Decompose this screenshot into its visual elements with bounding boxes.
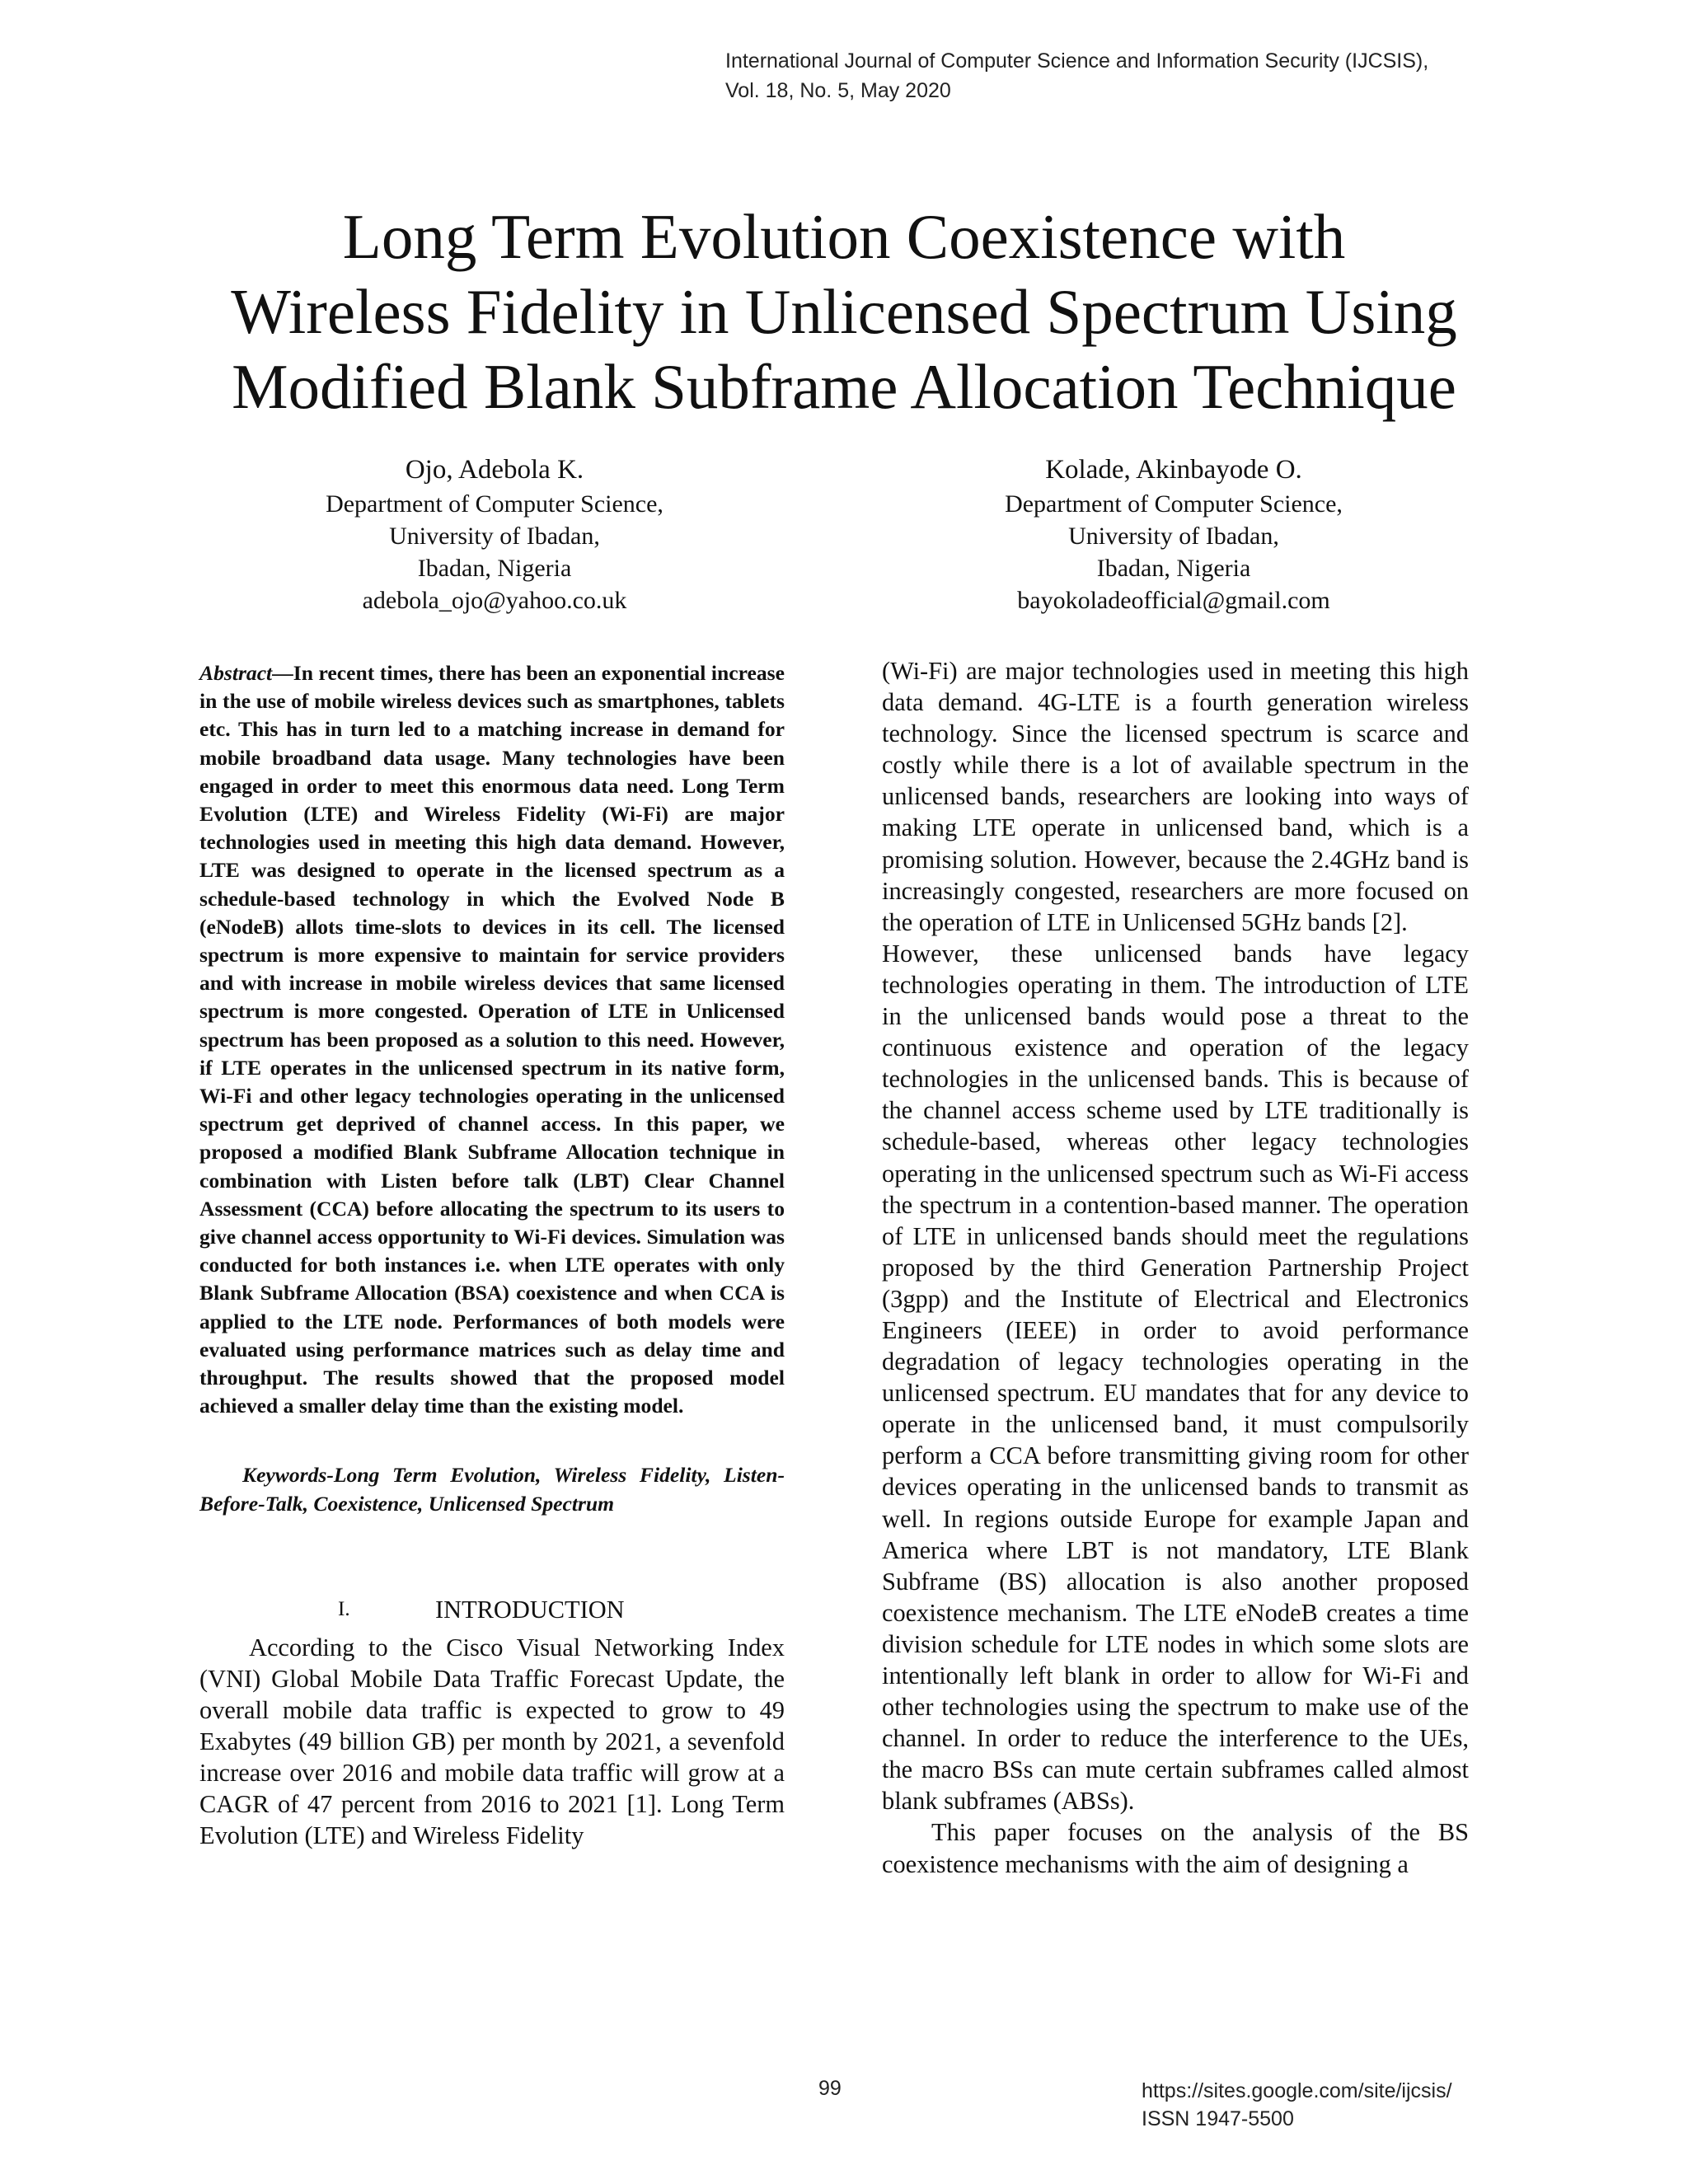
left-column — [199, 659, 785, 1852]
section-title: INTRODUCTION — [435, 1595, 625, 1624]
section-heading-introduction — [199, 1594, 785, 1632]
intro-paragraph-1-continued: (Wi-Fi) are major technologies used in meeting this high data demand. 4G-LTE is a fourth generation wireless technology. Since the licensed spectrum is scarce and costly while there is a lot of available spectrum in the unlicensed bands, researchers are looking into ways of making LTE operate in unlicensed band, which is a promising solution. However, because the 2.4GHz band is increasingly congested, researchers are more focused on the operation of LTE in Unlicensed 5GHz bands [2]. — [882, 657, 1469, 936]
journal-issn: ISSN 1947-5500 — [1142, 2107, 1294, 2130]
journal-header — [725, 46, 1428, 105]
author-university: University of Ibadan, — [1068, 523, 1279, 550]
intro-paragraph-3: This paper focuses on the analysis of the BS coexistence mechanisms with the aim of designing a — [882, 1818, 1469, 1878]
author-email: adebola_ojo@yahoo.co.uk — [362, 587, 627, 614]
author-block-2 — [910, 452, 1437, 616]
abstract-text: In recent times, there has been an exponential increase in the use of mobile wireless devices such as smartphones, tablets etc. This has in turn led to a matching increase in demand for mobile broadband data usage. Many technologies have been engaged in order to meet this enormous data need. Long Term Evolution (LTE) and Wireless Fidelity (Wi-Fi) are major technologies used in meeting this high data demand. However, LTE was designed to operate in the licensed spectrum as a schedule-based technology in which the Evolved Node B (eNodeB) allots time-slots to devices in its cell. The licensed spectrum is more expensive to maintain for service providers and with increase in mobile wireless devices that same licensed spectrum is more congested. Operation of LTE in Unlicensed spectrum has been proposed as a solution to this need. However, if LTE operates in the unlicensed spectrum in its native form, Wi-Fi and other legacy technologies operating in the unlicensed spectrum get deprived of channel access. In this paper, we proposed a modified Blank Subframe Allocation technique in combination with Listen before talk (LBT) Clear Channel Assessment (CCA) before allocating the spectrum to its users to give channel access opportunity to Wi-Fi devices. Simulation was conducted for both instances i.e. when LTE operates with only Blank Subframe Allocation (BSA) coexistence and when CCA is applied to the LTE node. Performances of both models were evaluated using performance matrices such as delay time and throughput. The results showed that the proposed model achieved a smaller delay time than the existing model. — [199, 661, 785, 1418]
intro-paragraph-2: However, these unlicensed bands have legacy technologies operating in them. The introduction of LTE in the unlicensed bands would pose a threat to the continuous existence and operation of the legacy technologies in the unlicensed bands. This is because of the channel access scheme used by LTE traditionally is schedule-based, whereas other legacy technologies operating in the unlicensed spectrum such as Wi-Fi access the spectrum in a contention-based manner. The operation of LTE in unlicensed bands should meet the regulations proposed by the third Generation Partnership Project (3gpp) and the Institute of Electrical and Electronics Engineers (IEEE) in order to avoid performance degradation of legacy technologies operating in the unlicensed spectrum. EU mandates that for any device to operate in the unlicensed band, it must compulsorily perform a CCA before transmitting giving room for other devices operating in the unlicensed bands to transmit as well. In regions outside Europe for example Japan and America where LBT is not mandatory, LTE Blank Subframe (BS) allocation is also another proposed coexistence mechanism. The LTE eNodeB creates a time division schedule for LTE nodes in which some slots are intentionally left blank in order to allow for Wi-Fi and other technologies using the spectrum to make use of the channel. In order to reduce the interference to the UEs, the macro BSs can mute certain subframes called almost blank subframes (ABSs). — [882, 939, 1469, 1816]
intro-paragraph-1: According to the Cisco Visual Networking Index (VNI) Global Mobile Data Traffic Forecast Update, the overall mobile data traffic is expected to grow to 49 Exabytes (49 billion GB) per month by 2021, a sevenfold increase over 2016 and mobile data traffic will grow at a CAGR of 47 percent from 2016 to 2021 [1]. Long Term Evolution (LTE) and Wireless Fidelity — [199, 1633, 785, 1850]
abstract-label: Abstract — [199, 661, 273, 685]
paper-title-line-3: Modified Blank Subframe Allocation Technique — [232, 351, 1456, 422]
abstract — [199, 659, 785, 1420]
keywords: Keywords-Long Term Evolution, Wireless Fidelity, Listen-Before-Talk, Coexistence, Unlicensed Spectrum — [199, 1463, 785, 1516]
journal-name: International Journal of Computer Science and Information Security (IJCSIS), — [725, 49, 1429, 73]
author-block-1 — [231, 452, 758, 616]
author-email: bayokoladeofficial@gmail.com — [1017, 587, 1330, 614]
author-university: University of Ibadan, — [389, 523, 600, 550]
author-name: Ojo, Adebola K. — [405, 455, 584, 485]
page-number: 99 — [818, 2077, 842, 2100]
paper-title — [0, 199, 1688, 424]
footer-info — [1142, 2077, 1452, 2133]
right-column — [882, 655, 1469, 1880]
author-location: Ibadan, Nigeria — [417, 555, 572, 582]
author-location: Ibadan, Nigeria — [1096, 555, 1251, 582]
abstract-dash: — — [272, 661, 293, 685]
journal-url: https://sites.google.com/site/ijcsis/ — [1142, 2079, 1452, 2102]
journal-volume: Vol. 18, No. 5, May 2020 — [725, 79, 951, 102]
author-department: Department of Computer Science, — [326, 490, 663, 518]
author-name: Kolade, Akinbayode O. — [1045, 455, 1302, 485]
author-department: Department of Computer Science, — [1005, 490, 1343, 518]
paper-title-line-2: Wireless Fidelity in Unlicensed Spectrum Using — [231, 276, 1457, 347]
paper-title-line-1: Long Term Evolution Coexistence with — [342, 201, 1346, 272]
section-number: I. — [338, 1597, 350, 1620]
